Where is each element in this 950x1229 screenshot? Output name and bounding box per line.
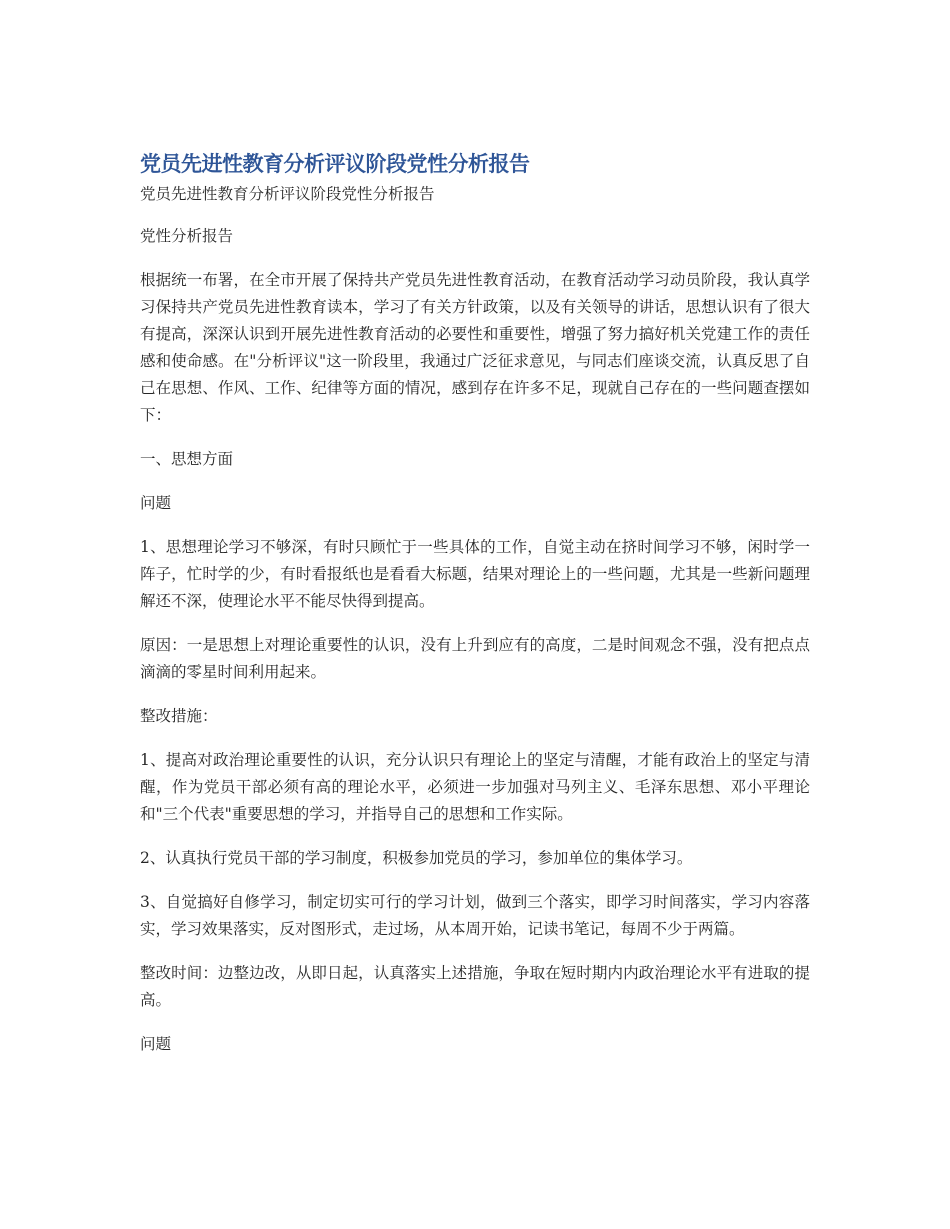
label-problem: 问题 — [140, 494, 172, 512]
paragraph-measure-3: 3、自觉搞好自修学习，制定切实可行的学习计划，做到三个落实，即学习时间落实，学习内容落实，学习效果落实，反对图形式，走过场，从本周开始，记读书笔记，每周不少于两篇。 — [140, 893, 810, 938]
paragraph-report-heading: 党性分析报告 — [140, 227, 234, 245]
paragraph-problem-1: 1、思想理论学习不够深，有时只顾忙于一些具体的工作，自觉主动在挤时间学习不够，闲时学一阵子，忙时学的少，有时看报纸也是看看大标题，结果对理论上的一些问题，尤其是一些新问题理解还不深，使理论水平不能尽快得到提高。 — [140, 538, 810, 610]
document-page — [140, 150, 810, 1058]
paragraph-measure-2: 2、认真执行党员干部的学习制度，积极参加党员的学习，参加单位的集体学习。 — [140, 849, 693, 867]
paragraph-measure-1: 1、提高对政治理论重要性的认识，充分认识只有理论上的坚定与清醒，才能有政治上的坚定与清醒，作为党员干部必须有高的理论水平，必须进一步加强对马列主义、毛泽东思想、邓小平理论和"三个代表"重要思想的学习，并指导自己的思想和工作实际。 — [140, 751, 810, 823]
document-subtitle: 党员先进性教育分析评议阶段党性分析报告 — [140, 185, 435, 203]
section-heading-thought: 一、思想方面 — [140, 450, 234, 468]
paragraph-intro: 根据统一布署，在全市开展了保持共产党员先进性教育活动，在教育活动学习动员阶段，我认真学习保持共产党员先进性教育读本，学习了有关方针政策，以及有关领导的讲话，思想认识有了很大有提高，深深认识到开展先进性教育活动的必要性和重要性，增强了努力搞好机关党建工作的责任感和使命感。在"分析评议"这一阶段里，我通过广泛征求意见，与同志们座谈交流，认真反思了自己在思想、作风、工作、纪律等方面的情况，感到存在许多不足，现就自己存在的一些问题查摆如下： — [140, 271, 810, 424]
label-measures: 整改措施： — [140, 707, 218, 725]
document-title: 党员先进性教育分析评议阶段党性分析报告 — [140, 152, 530, 176]
label-problem-2: 问题 — [140, 1035, 172, 1053]
paragraph-timeline: 整改时间：边整边改，从即日起，认真落实上述措施，争取在短时期内内政治理论水平有进取的提高。 — [140, 964, 810, 1009]
paragraph-cause: 原因：一是思想上对理论重要性的认识，没有上升到应有的高度，二是时间观念不强，没有把点点滴滴的零星时间利用起来。 — [140, 636, 810, 681]
